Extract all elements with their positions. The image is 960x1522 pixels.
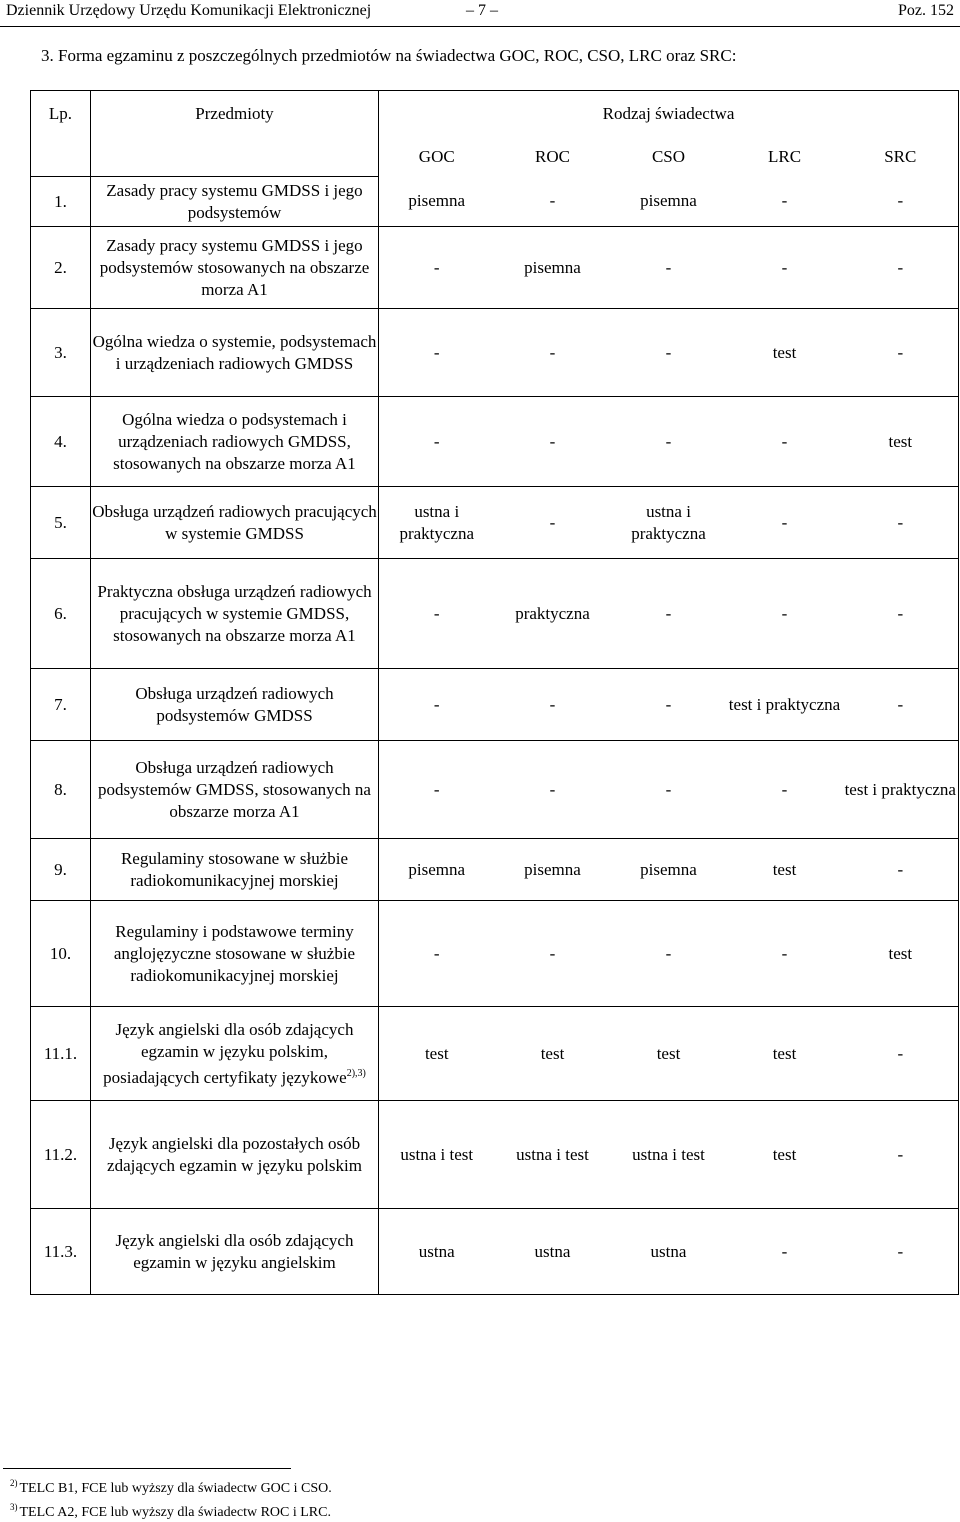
row-value-lrc: - [727,397,843,487]
row-value-goc: - [379,901,495,1007]
row-value-cso: ustna [611,1209,727,1295]
footnote-2: $^{2)}$ TELC B1, FCE lub wyższy dla świadectw GOC i CSO. [10,1478,332,1496]
row-value-lrc: - [727,1209,843,1295]
row-value-cso: test [611,1007,727,1101]
row-value-lrc: - [727,559,843,669]
row-value-roc: test [495,1007,611,1101]
header-cert-goc: GOC [379,137,495,177]
row-value-src: - [843,839,959,901]
table-row [31,227,959,309]
footnote-3: $^{3)}$ TELC A2, FCE lub wyższy dla świadectw ROC i LRC. [10,1502,331,1520]
table-row [31,487,959,559]
row-value-goc: - [379,227,495,309]
footnote-reference: 2),3) [346,1067,366,1079]
table-row [31,1007,959,1101]
row-value-goc: test [379,1007,495,1101]
table-row [31,741,959,839]
table-row [31,901,959,1007]
row-value-cso: ustna i test [611,1101,727,1209]
row-value-lrc: test [727,839,843,901]
row-subject: Regulaminy stosowane w służbie radiokomunikacyjnej morskiej [91,839,379,901]
row-value-src: - [843,1007,959,1101]
row-value-lrc: - [727,741,843,839]
row-value-cso: - [611,559,727,669]
header-lp: Lp. [31,91,91,177]
row-subject: Ogólna wiedza o podsystemach i urządzeniach radiowych GMDSS, stosowanych na obszarze morza A1 [91,397,379,487]
row-value-cso: pisemna [611,839,727,901]
row-lp: 2. [31,227,91,309]
row-lp: 6. [31,559,91,669]
row-value-roc: pisemna [495,227,611,309]
row-value-lrc: test [727,309,843,397]
row-value-roc: - [495,901,611,1007]
table-row [31,1209,959,1295]
row-value-lrc: - [727,901,843,1007]
table-row [31,1101,959,1209]
section-title: 3. Forma egzaminu z poszczególnych przedmiotów na świadectwa GOC, ROC, CSO, LRC oraz SRC: [41,46,737,65]
header-cert-src: SRC [843,137,959,177]
row-value-goc: - [379,397,495,487]
row-subject: Ogólna wiedza o systemie, podsystemach i urządzeniach radiowych GMDSS [91,309,379,397]
row-lp: 10. [31,901,91,1007]
row-value-src: - [843,559,959,669]
row-lp: 9. [31,839,91,901]
row-value-goc: ustna i praktyczna [379,487,495,559]
row-value-roc: - [495,669,611,741]
row-value-goc: ustna i test [379,1101,495,1209]
header-subjects: Przedmioty [91,91,379,177]
page-header [0,0,960,27]
row-value-src: test i praktyczna [843,741,959,839]
row-lp: 11.1. [31,1007,91,1101]
row-value-src: test [843,901,959,1007]
row-subject: Zasady pracy systemu GMDSS i jego podsystemów stosowanych na obszarze morza A1 [91,227,379,309]
table-row [31,309,959,397]
row-lp: 5. [31,487,91,559]
row-value-roc: - [495,741,611,839]
row-value-cso: pisemna [611,177,727,227]
row-subject: Obsługa urządzeń radiowych pracujących w systemie GMDSS [91,487,379,559]
row-value-goc: pisemna [379,839,495,901]
table-row [31,839,959,901]
table-row [31,669,959,741]
row-subject: Język angielski dla pozostałych osób zdających egzamin w języku polskim [91,1101,379,1209]
row-subject: Zasady pracy systemu GMDSS i jego podsystemów [91,177,379,227]
table-row [31,559,959,669]
row-subject: Obsługa urządzeń radiowych podsystemów GMDSS [91,669,379,741]
row-subject: Obsługa urządzeń radiowych podsystemów GMDSS, stosowanych na obszarze morza A1 [91,741,379,839]
row-value-roc: - [495,397,611,487]
row-value-roc: pisemna [495,839,611,901]
table-row [31,177,959,227]
row-value-goc: - [379,669,495,741]
row-value-goc: pisemna [379,177,495,227]
row-value-roc: ustna i test [495,1101,611,1209]
row-lp: 4. [31,397,91,487]
row-value-goc: - [379,741,495,839]
row-value-roc: - [495,177,611,227]
row-value-roc: - [495,487,611,559]
row-value-goc: - [379,309,495,397]
row-value-lrc: test i praktyczna [727,669,843,741]
row-value-goc: - [379,559,495,669]
row-value-roc: ustna [495,1209,611,1295]
table-row [31,397,959,487]
row-value-roc: praktyczna [495,559,611,669]
footnote-divider [3,1468,291,1469]
row-value-lrc: - [727,227,843,309]
row-value-cso: - [611,309,727,397]
row-subject: Język angielski dla osób zdających egzamin w języku polskim, posiadających certyfikaty językowe$^{2),3)}$ [91,1007,379,1101]
row-value-cso: - [611,397,727,487]
row-value-cso: - [611,669,727,741]
row-value-src: - [843,1101,959,1209]
footnotes [10,1474,332,1522]
header-certificate-type: Rodzaj świadectwa [379,91,959,137]
row-value-lrc: - [727,177,843,227]
row-value-src: - [843,1209,959,1295]
row-lp: 11.2. [31,1101,91,1209]
header-cert-cso: CSO [651,146,686,166]
header-cert-lrc: LRC [767,146,802,166]
row-value-src: test [843,397,959,487]
row-value-roc: - [495,309,611,397]
row-value-cso: - [611,741,727,839]
row-lp: 3. [31,309,91,397]
row-value-goc: ustna [379,1209,495,1295]
row-value-lrc: test [727,1007,843,1101]
row-value-cso: - [611,901,727,1007]
row-lp: 1. [31,177,91,227]
row-lp: 8. [31,741,91,839]
row-subject: Język angielski dla osób zdających egzamin w języku angielskim [91,1209,379,1295]
row-subject: Regulaminy i podstawowe terminy anglojęzyczne stosowane w służbie radiokomunikacyjnej morskiej [91,901,379,1007]
row-lp: 11.3. [31,1209,91,1295]
journal-title: Dziennik Urzędowy Urzędu Komunikacji Elektronicznej [6,2,372,19]
position-number: Poz. 152 [898,2,954,19]
row-value-lrc: test [727,1101,843,1209]
row-value-cso: ustna i praktyczna [611,487,727,559]
row-value-cso: - [611,227,727,309]
row-value-lrc: - [727,487,843,559]
row-value-src: - [843,309,959,397]
row-value-src: - [843,177,959,227]
row-value-src: - [843,669,959,741]
header-cert-roc: ROC [535,146,570,166]
row-value-src: - [843,227,959,309]
page-number: – 7 – [466,2,498,19]
row-lp: 7. [31,669,91,741]
exam-form-table [30,90,959,1295]
row-subject: Praktyczna obsługa urządzeń radiowych pracujących w systemie GMDSS, stosowanych na obszarze morza A1 [91,559,379,669]
row-value-src: - [843,487,959,559]
